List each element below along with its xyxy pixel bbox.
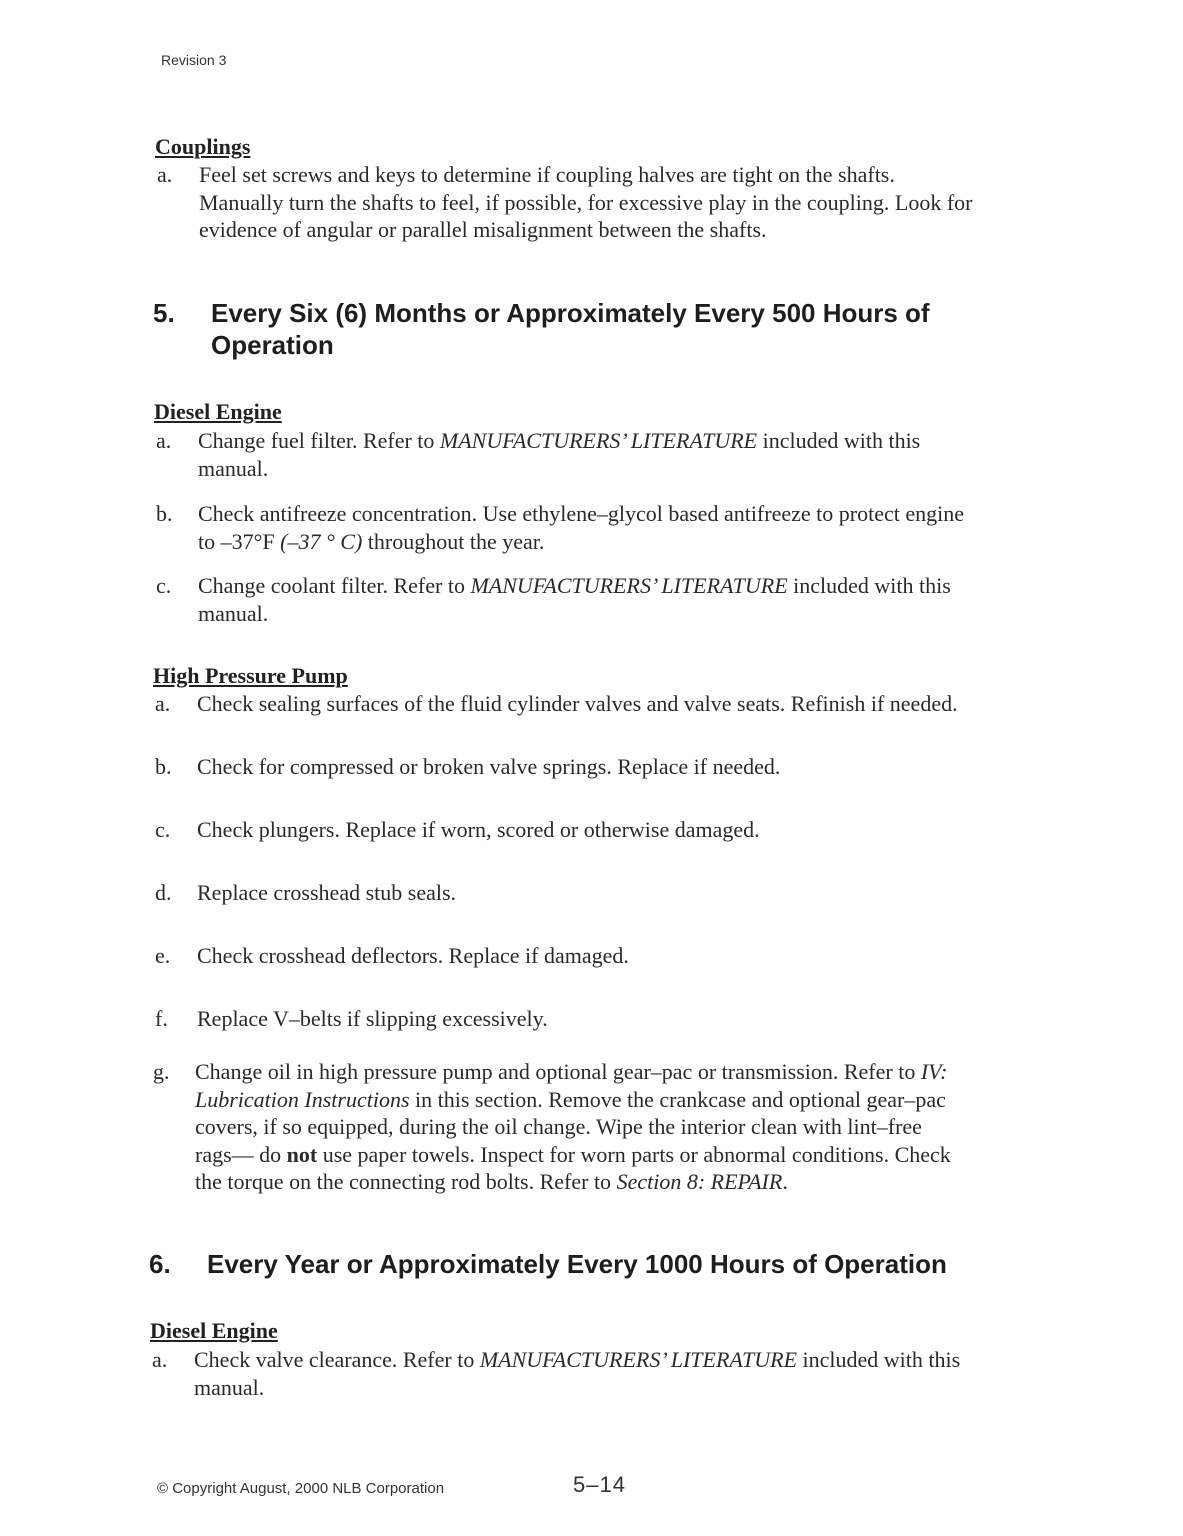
text-run: the torque on the connecting rod bolts. Refer to [195, 1169, 617, 1194]
section-reference: Section 8: REPAIR [616, 1169, 783, 1194]
item-text [198, 572, 1098, 627]
literature-reference: MANUFACTURERS’ LITERATURE [439, 428, 758, 453]
section-title-text: Every Year or Approximately Every 1000 Hours of Operation [207, 1249, 947, 1279]
text-run: Change oil in high pressure pump and optional gear–pac or transmission. Refer to [195, 1059, 921, 1084]
text-line: manual. [194, 1374, 265, 1400]
text-run: included with this [757, 428, 921, 453]
text-run: rags–– do [195, 1141, 287, 1167]
section-reference: Lubrication Instructions [195, 1086, 410, 1112]
item-text: Replace V–belts if slipping excessively. [197, 1006, 548, 1031]
text-run: Check valve clearance. Refer to [194, 1347, 480, 1372]
item-text [199, 161, 1099, 244]
item-text [198, 500, 1098, 555]
section-number: 5. [153, 298, 175, 328]
item-text: Replace crosshead stub seals. [197, 880, 457, 905]
section-5-title [153, 297, 1053, 367]
text-run: Change coolant filter. Refer to [198, 573, 471, 598]
couplings-heading: Couplings [155, 134, 251, 159]
title-line: Every Six (6) Months or Approximately Every 500 Hours of [211, 298, 930, 328]
section-6-title [149, 1248, 1069, 1282]
section-title-text [211, 297, 930, 361]
title-line: Operation [211, 330, 334, 360]
section-number: 6. [149, 1249, 171, 1279]
copyright-notice: © Copyright August, 2000 NLB Corporation [157, 1480, 445, 1497]
item-letter: a. [152, 1347, 168, 1372]
literature-reference: MANUFACTURERS’ LITERATURE [479, 1347, 798, 1372]
text-run: included with this [787, 573, 951, 598]
item-letter: c. [155, 817, 171, 842]
item-letter: b. [156, 501, 173, 526]
item-letter: c. [156, 573, 172, 598]
item-letter: f. [155, 1006, 168, 1031]
text-line: Feel set screws and keys to determine if coupling halves are tight on the shafts. [199, 162, 895, 187]
item-letter: d. [155, 880, 172, 905]
celsius-value: (–37 ° C) [280, 528, 363, 554]
item-text: Check crosshead deflectors. Replace if damaged. [197, 943, 629, 968]
item-text [198, 427, 1098, 482]
text-line: evidence of angular or parallel misalignment between the shafts. [199, 217, 767, 242]
item-text: Check for compressed or broken valve springs. Replace if needed. [197, 754, 781, 779]
item-text: Check plungers. Replace if worn, scored or otherwise damaged. [197, 817, 760, 842]
text-line: manual. [198, 455, 269, 481]
item-text [194, 1346, 1094, 1401]
item-letter: a. [155, 691, 171, 716]
diesel-engine-heading: Diesel Engine [150, 1318, 278, 1343]
high-pressure-pump-heading: High Pressure Pump [153, 663, 348, 688]
text-run: use paper towels. Inspect for worn parts or abnormal conditions. Check [317, 1141, 951, 1167]
text-run: included with this [797, 1347, 961, 1372]
text-run: Change fuel filter. Refer to [198, 428, 440, 453]
text-run: in this section. Remove the crankcase and optional gear–pac [409, 1086, 946, 1112]
item-text: Check sealing surfaces of the fluid cylinder valves and valve seats. Refinish if needed. [197, 691, 958, 716]
text-line: covers, if so equipped, during the oil change. Wipe the interior clean with lint–free [195, 1114, 922, 1139]
item-letter: g. [153, 1059, 170, 1084]
text-run: to –37°F [198, 528, 281, 554]
text-line: Check antifreeze concentration. Use ethylene–glycol based antifreeze to protect engine [198, 501, 964, 526]
revision-label: Revision 3 [161, 52, 227, 68]
page-number: 5–14 [573, 1472, 626, 1497]
text-line: manual. [198, 600, 269, 626]
item-text [195, 1058, 1095, 1196]
section-reference: IV: [920, 1059, 948, 1084]
item-letter: e. [155, 943, 171, 968]
item-letter: a. [157, 162, 173, 187]
item-letter: b. [155, 754, 172, 779]
text-line: Manually turn the shafts to feel, if possible, for excessive play in the coupling. Look for [199, 189, 973, 215]
literature-reference: MANUFACTURERS’ LITERATURE [470, 573, 788, 598]
item-letter: a. [156, 428, 172, 453]
text-run: throughout the year. [362, 528, 545, 554]
diesel-engine-heading: Diesel Engine [154, 399, 282, 424]
text-run: . [782, 1169, 788, 1194]
emphasis: not [286, 1141, 318, 1167]
